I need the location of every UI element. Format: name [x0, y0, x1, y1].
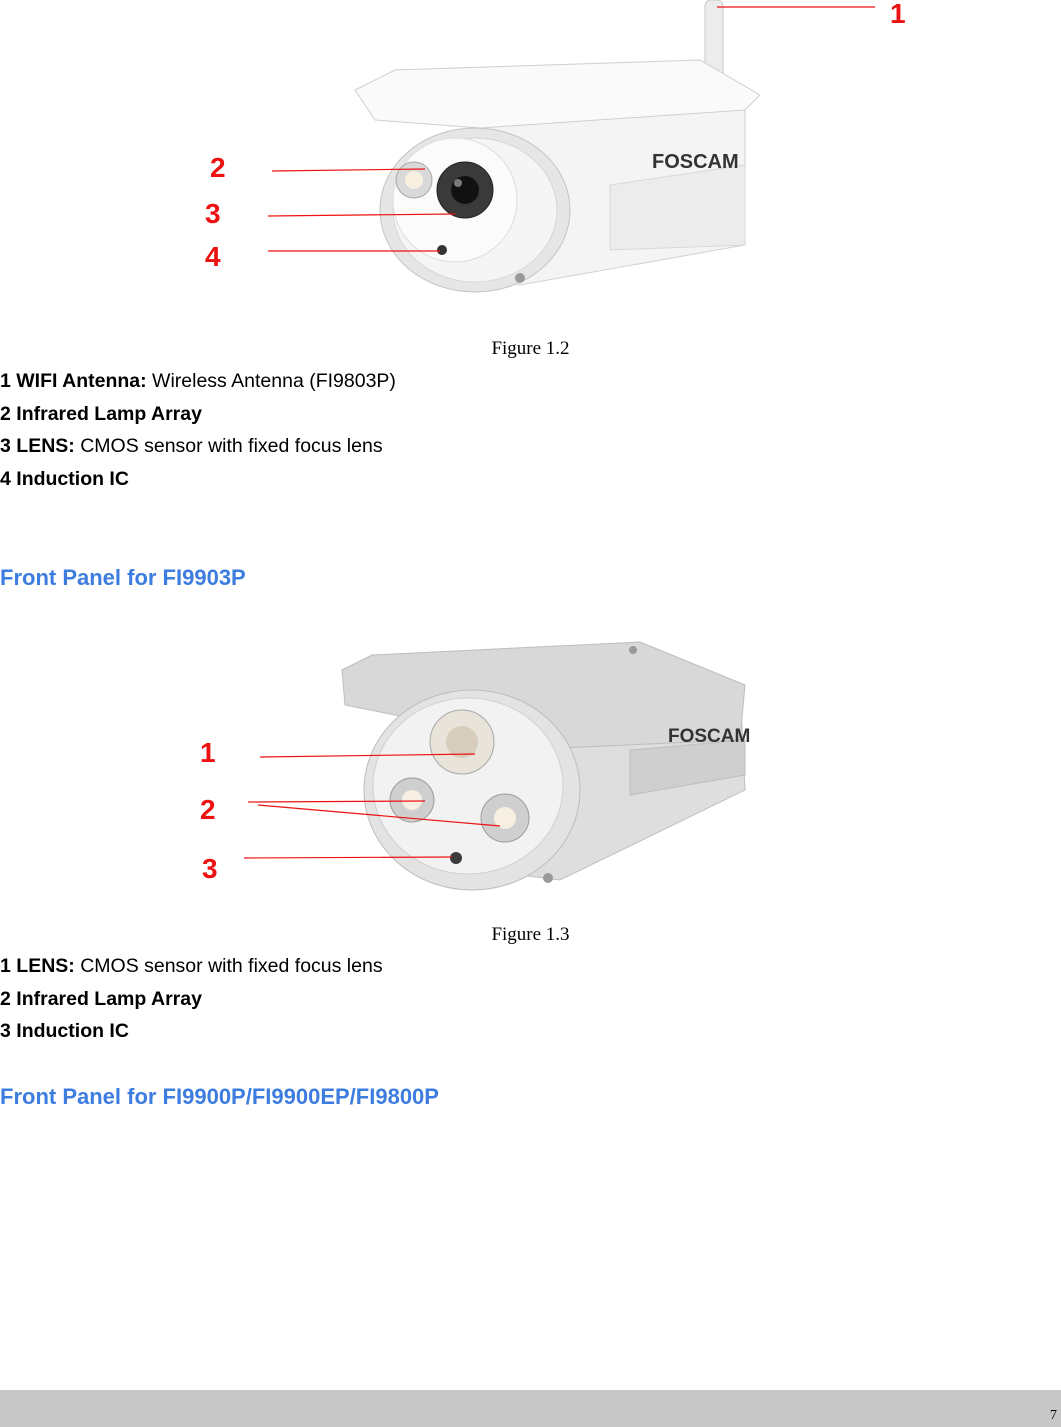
list-item: 3 Induction IC [0, 1020, 129, 1042]
list-item: 3 LENS: CMOS sensor with fixed focus lens [0, 435, 383, 457]
list-item: 4 Induction IC [0, 468, 129, 490]
callout-1: 1 [200, 737, 216, 768]
callout-4: 4 [205, 241, 221, 272]
figure-1-2-camera-image [0, 0, 1061, 300]
callout-1: 1 [890, 0, 906, 29]
callout-2: 2 [200, 794, 216, 825]
brand-logo-text: FOSCAM [668, 726, 751, 747]
section-heading: Front Panel for FI9903P [0, 565, 246, 590]
callout-3: 3 [205, 198, 221, 229]
list-item: 1 LENS: CMOS sensor with fixed focus lens [0, 955, 383, 977]
callout-2: 2 [210, 152, 226, 183]
figure-caption: Figure 1.3 [491, 924, 570, 945]
list-item: 2 Infrared Lamp Array [0, 403, 202, 425]
figure-caption: Figure 1.2 [491, 338, 570, 359]
figure-1-3-camera-image [0, 630, 1061, 900]
brand-logo-text: FOSCAM [652, 151, 739, 173]
section-heading: Front Panel for FI9900P/FI9900EP/FI9800P [0, 1084, 439, 1109]
callout-3: 3 [202, 853, 218, 884]
list-item: 2 Infrared Lamp Array [0, 988, 202, 1010]
list-item: 1 WIFI Antenna: Wireless Antenna (FI9803P) [0, 370, 396, 392]
page-number: 7 [1050, 1408, 1057, 1423]
footer-bar [0, 1390, 1061, 1427]
